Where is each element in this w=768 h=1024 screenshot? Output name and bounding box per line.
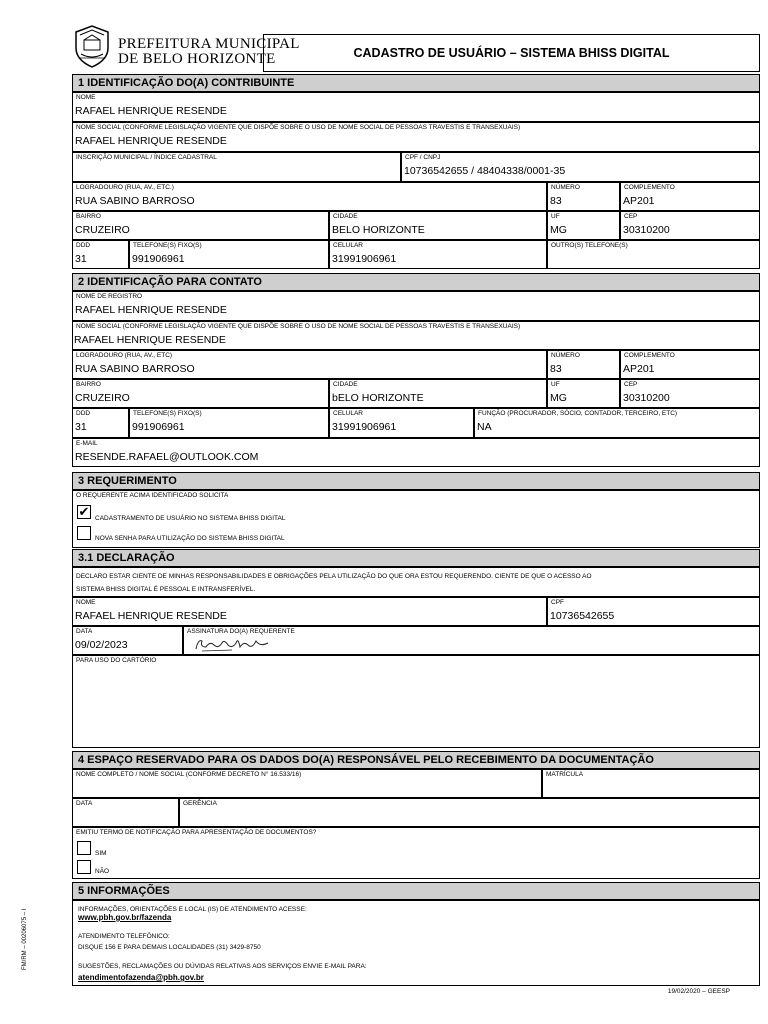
- s2-email-label: E-MAIL: [76, 440, 98, 447]
- section-5-header: 5 INFORMAÇÕES: [72, 882, 760, 900]
- s5-body: [72, 900, 760, 986]
- s1-bairro-value: CRUZEIRO: [75, 224, 130, 236]
- s3-body: [72, 490, 760, 548]
- s1-tel-value: 991906961: [132, 253, 185, 265]
- s4-nao-checkbox[interactable]: [77, 860, 91, 874]
- s3-option1-checkbox[interactable]: ✔: [78, 504, 90, 519]
- s1-nome-value: RAFAEL HENRIQUE RESENDE: [75, 105, 227, 117]
- s2-complemento-value: AP201: [623, 363, 655, 375]
- s31-data-value: 09/02/2023: [75, 639, 128, 651]
- s31-cartorio-label: PARA USO DO CARTÓRIO: [76, 657, 157, 664]
- s4-termo-area: [72, 827, 760, 879]
- section-3-1-header: 3.1 DECLARAÇÃO: [72, 549, 760, 567]
- s2-cep-field[interactable]: [620, 379, 760, 408]
- s2-complemento-field[interactable]: [620, 350, 760, 379]
- s1-uf-value: MG: [550, 224, 567, 236]
- s2-bairro-label: BAIRRO: [76, 381, 101, 388]
- s1-cep-label: CEP: [624, 213, 638, 220]
- s4-gerencia-label: GERÊNCIA: [183, 800, 217, 807]
- s1-ddd-field[interactable]: [72, 240, 129, 269]
- form-title-box: [263, 34, 760, 72]
- form-title: CADASTRO DE USUÁRIO – SISTEMA BHISS DIGITAL: [353, 46, 670, 60]
- s2-celular-label: CELULAR: [333, 410, 363, 417]
- s2-cidade-field[interactable]: [329, 379, 547, 408]
- s1-nome-social-value: RAFAEL HENRIQUE RESENDE: [75, 135, 227, 147]
- s1-celular-label: CELULAR: [333, 242, 363, 249]
- s4-data-label: DATA: [76, 800, 93, 807]
- side-form-code: FM/RM – 00206075 – I: [22, 908, 28, 970]
- s1-cidade-field[interactable]: [329, 211, 547, 240]
- s2-funcao-value: NA: [477, 421, 492, 433]
- s2-numero-value: 83: [550, 363, 562, 375]
- s2-cep-value: 30310200: [623, 392, 670, 404]
- s1-celular-field[interactable]: [329, 240, 547, 269]
- s4-matricula-label: MATRÍCULA: [546, 771, 584, 778]
- s31-nome-value: RAFAEL HENRIQUE RESENDE: [75, 610, 227, 622]
- s2-logradouro-field[interactable]: [72, 350, 547, 379]
- s5-phone-heading: ATENDIMENTO TELEFÔNICO:: [78, 933, 170, 940]
- s1-bairro-field[interactable]: [72, 211, 329, 240]
- s2-logradouro-value: RUA SABINO BARROSO: [75, 363, 195, 375]
- s2-ddd-field[interactable]: [72, 408, 129, 438]
- pbh-logo: [70, 24, 115, 69]
- s2-funcao-field[interactable]: [474, 408, 760, 438]
- s31-nome-field[interactable]: [72, 597, 547, 626]
- s2-numero-label: NÚMERO: [551, 352, 580, 359]
- s31-declaration-line-1: DECLARO ESTAR CIENTE DE MINHAS RESPONSABILIDADES E OBRIGAÇÕES PELA UTILIZAÇÃO DO QUE ORA ESTOU REQUERENDO. CIENTE DE QUE O ACESSO AO: [76, 573, 592, 580]
- s31-data-label: DATA: [76, 628, 93, 635]
- s4-matricula-field[interactable]: [542, 769, 760, 798]
- s31-assinatura-field[interactable]: [183, 626, 760, 655]
- s1-cep-field[interactable]: [620, 211, 760, 240]
- s1-cep-value: 30310200: [623, 224, 670, 236]
- s1-logradouro-label: LOGRADOURO (RUA, AV., ETC.): [76, 184, 174, 191]
- s4-nome-field[interactable]: [72, 769, 542, 798]
- s1-numero-label: NÚMERO: [551, 184, 580, 191]
- s2-tel-field[interactable]: [129, 408, 329, 438]
- s2-celular-field[interactable]: [329, 408, 474, 438]
- s1-nome-field[interactable]: [72, 92, 760, 122]
- s1-logradouro-value: RUA SABINO BARROSO: [75, 195, 195, 207]
- s2-uf-label: UF: [551, 381, 560, 388]
- s1-cidade-label: CIDADE: [333, 213, 358, 220]
- s1-ddd-label: DDD: [76, 242, 91, 249]
- s3-intro: O REQUERENTE ACIMA IDENTIFICADO SOLICITA: [76, 492, 229, 499]
- s4-sim-label: SIM: [95, 850, 107, 857]
- section-4-header: 4 ESPAÇO RESERVADO PARA OS DADOS DO(A) RESPONSÁVEL PELO RECEBIMENTO DA DOCUMENTAÇÃO: [72, 751, 760, 769]
- s2-nome-social-label: NOME SOCIAL (CONFORME LEGISLAÇÃO VIGENTE QUE DISPÕE SOBRE O USO DE NOME SOCIAL DE PESSOAS TRAVESTIS E TRANSEXUAIS): [76, 323, 521, 330]
- signature-icon: [192, 635, 272, 655]
- s2-ddd-label: DDD: [76, 410, 91, 417]
- s2-cidade-label: CIDADE: [333, 381, 358, 388]
- s1-celular-value: 31991906961: [332, 253, 397, 265]
- s1-cpf-value: 10736542655 / 48404338/0001-35: [404, 165, 566, 177]
- s2-nome-label: NOME DE REGISTRO: [76, 293, 143, 300]
- s1-bairro-label: BAIRRO: [76, 213, 101, 220]
- s4-gerencia-field[interactable]: [179, 798, 760, 827]
- s2-nome-social-field[interactable]: [72, 321, 760, 350]
- s1-cpf-field[interactable]: [401, 152, 760, 182]
- s1-ddd-value: 31: [75, 253, 87, 265]
- s1-complemento-value: AP201: [623, 195, 655, 207]
- s4-nome-label: NOME COMPLETO / NOME SOCIAL (CONFORME DECRETO N° 16.533/16): [76, 771, 302, 778]
- coat-of-arms-icon: [70, 24, 115, 69]
- s2-funcao-label: FUNÇÃO (PROCURADOR, SÓCIO, CONTADOR, TERCEIRO, ETC): [478, 410, 678, 417]
- s1-complemento-field[interactable]: [620, 182, 760, 211]
- s4-termo-label: EMITIU TERMO DE NOTIFICAÇÃO PARA APRESENTAÇÃO DE DOCUMENTOS?: [76, 829, 317, 836]
- s2-tel-value: 991906961: [132, 421, 185, 433]
- s1-numero-field[interactable]: [547, 182, 620, 211]
- s31-data-field[interactable]: [72, 626, 183, 655]
- s1-nome-social-field[interactable]: [72, 122, 760, 152]
- s3-option2-label: NOVA SENHA PARA UTILIZAÇÃO DO SISTEMA BHISS DIGITAL: [95, 535, 285, 542]
- s1-nome-social-label: NOME SOCIAL (CONFORME LEGISLAÇÃO VIGENTE QUE DISPÕE SOBRE O USO DE NOME SOCIAL DE PESSOAS TRAVESTIS E TRANSEXUAIS): [76, 124, 521, 131]
- s1-logradouro-field[interactable]: [72, 182, 547, 211]
- s1-tel-field[interactable]: [129, 240, 329, 269]
- s31-cpf-field[interactable]: [547, 597, 760, 626]
- s31-nome-label: NOME: [76, 599, 96, 606]
- s2-bairro-value: CRUZEIRO: [75, 392, 130, 404]
- s5-phone-line: DISQUE 156 E PARA DEMAIS LOCALIDADES (31) 3429-8750: [78, 944, 261, 951]
- s4-data-field[interactable]: [72, 798, 179, 827]
- s1-inscricao-label: INSCRIÇÃO MUNICIPAL / ÍNDICE CADASTRAL: [76, 154, 217, 161]
- section-1-header: 1 IDENTIFICAÇÃO DO(A) CONTRIBUINTE: [72, 74, 760, 92]
- s2-celular-value: 31991906961: [332, 421, 397, 433]
- s2-tel-label: TELEFONE(S) FIXO(S): [133, 410, 202, 417]
- logo-line-2: DE BELO HORIZONTE: [118, 51, 276, 67]
- s5-email-instructions: SUGESTÕES, RECLAMAÇÕES OU DÚVIDAS RELATIVAS AOS SERVIÇOS ENVIE E-MAIL PARA:: [78, 963, 367, 970]
- s1-cpf-label: CPF / CNPJ: [405, 154, 441, 161]
- section-3-header: 3 REQUERIMENTO: [72, 472, 760, 490]
- s1-tel-label: TELEFONE(S) FIXO(S): [133, 242, 202, 249]
- s2-email-value: RESENDE.RAFAEL@OUTLOOK.COM: [75, 451, 259, 463]
- s31-declaration: [72, 567, 760, 597]
- s31-assinatura-label: ASSINATURA DO(A) REQUERENTE: [187, 628, 295, 635]
- s1-cidade-value: BELO HORIZONTE: [332, 224, 425, 236]
- s2-logradouro-label: LOGRADOURO (RUA, AV., ETC): [76, 352, 173, 359]
- s1-numero-value: 83: [550, 195, 562, 207]
- s4-nao-label: NÃO: [95, 868, 110, 875]
- s2-nome-field[interactable]: [72, 291, 760, 321]
- s31-cpf-value: 10736542655: [550, 610, 615, 622]
- s31-cartorio-area: [72, 655, 760, 748]
- s2-bairro-field[interactable]: [72, 379, 329, 408]
- s2-email-field[interactable]: [72, 438, 760, 467]
- footer-date: 19/02/2020 – GEESP: [667, 988, 730, 995]
- s3-option2-checkbox[interactable]: [77, 526, 91, 540]
- s1-outros-label: OUTRO(S) TELEFONE(S): [551, 242, 628, 249]
- s2-uf-value: MG: [550, 392, 567, 404]
- s2-ddd-value: 31: [75, 421, 87, 433]
- s1-uf-field[interactable]: [547, 211, 620, 240]
- s5-info-line: INFORMAÇÕES, ORIENTAÇÕES E LOCAL (IS) DE ATENDIMENTO ACESSE:: [78, 906, 307, 913]
- s1-complemento-label: COMPLEMENTO: [624, 184, 675, 191]
- s1-uf-label: UF: [551, 213, 560, 220]
- s5-email-link[interactable]: atendimentofazenda@pbh.gov.br: [78, 973, 204, 982]
- s4-sim-checkbox[interactable]: [77, 841, 91, 855]
- s2-complemento-label: COMPLEMENTO: [624, 352, 675, 359]
- s1-inscricao-field[interactable]: [72, 152, 401, 182]
- s2-numero-field[interactable]: [547, 350, 620, 379]
- s2-nome-social-value: RAFAEL HENRIQUE RESENDE: [74, 334, 226, 346]
- s1-outros-field[interactable]: [547, 240, 760, 269]
- s2-uf-field[interactable]: [547, 379, 620, 408]
- s3-option1-label: CADASTRAMENTO DE USUÁRIO NO SISTEMA BHISS DIGITAL: [95, 515, 286, 522]
- section-2-header: 2 IDENTIFICAÇÃO PARA CONTATO: [72, 273, 760, 291]
- s2-cep-label: CEP: [624, 381, 638, 388]
- logo-line-1: PREFEITURA MUNICIPAL: [118, 36, 300, 52]
- s2-cidade-value: bELO HORIZONTE: [332, 392, 424, 404]
- s1-nome-label: NOME: [76, 94, 96, 101]
- s5-fazenda-link[interactable]: www.pbh.gov.br/fazenda: [78, 913, 172, 922]
- s31-cpf-label: CPF: [551, 599, 564, 606]
- s2-nome-value: RAFAEL HENRIQUE RESENDE: [75, 304, 227, 316]
- s31-declaration-line-2: SISTEMA BHISS DIGITAL É PESSOAL E INTRANSFERÍVEL.: [76, 586, 256, 593]
